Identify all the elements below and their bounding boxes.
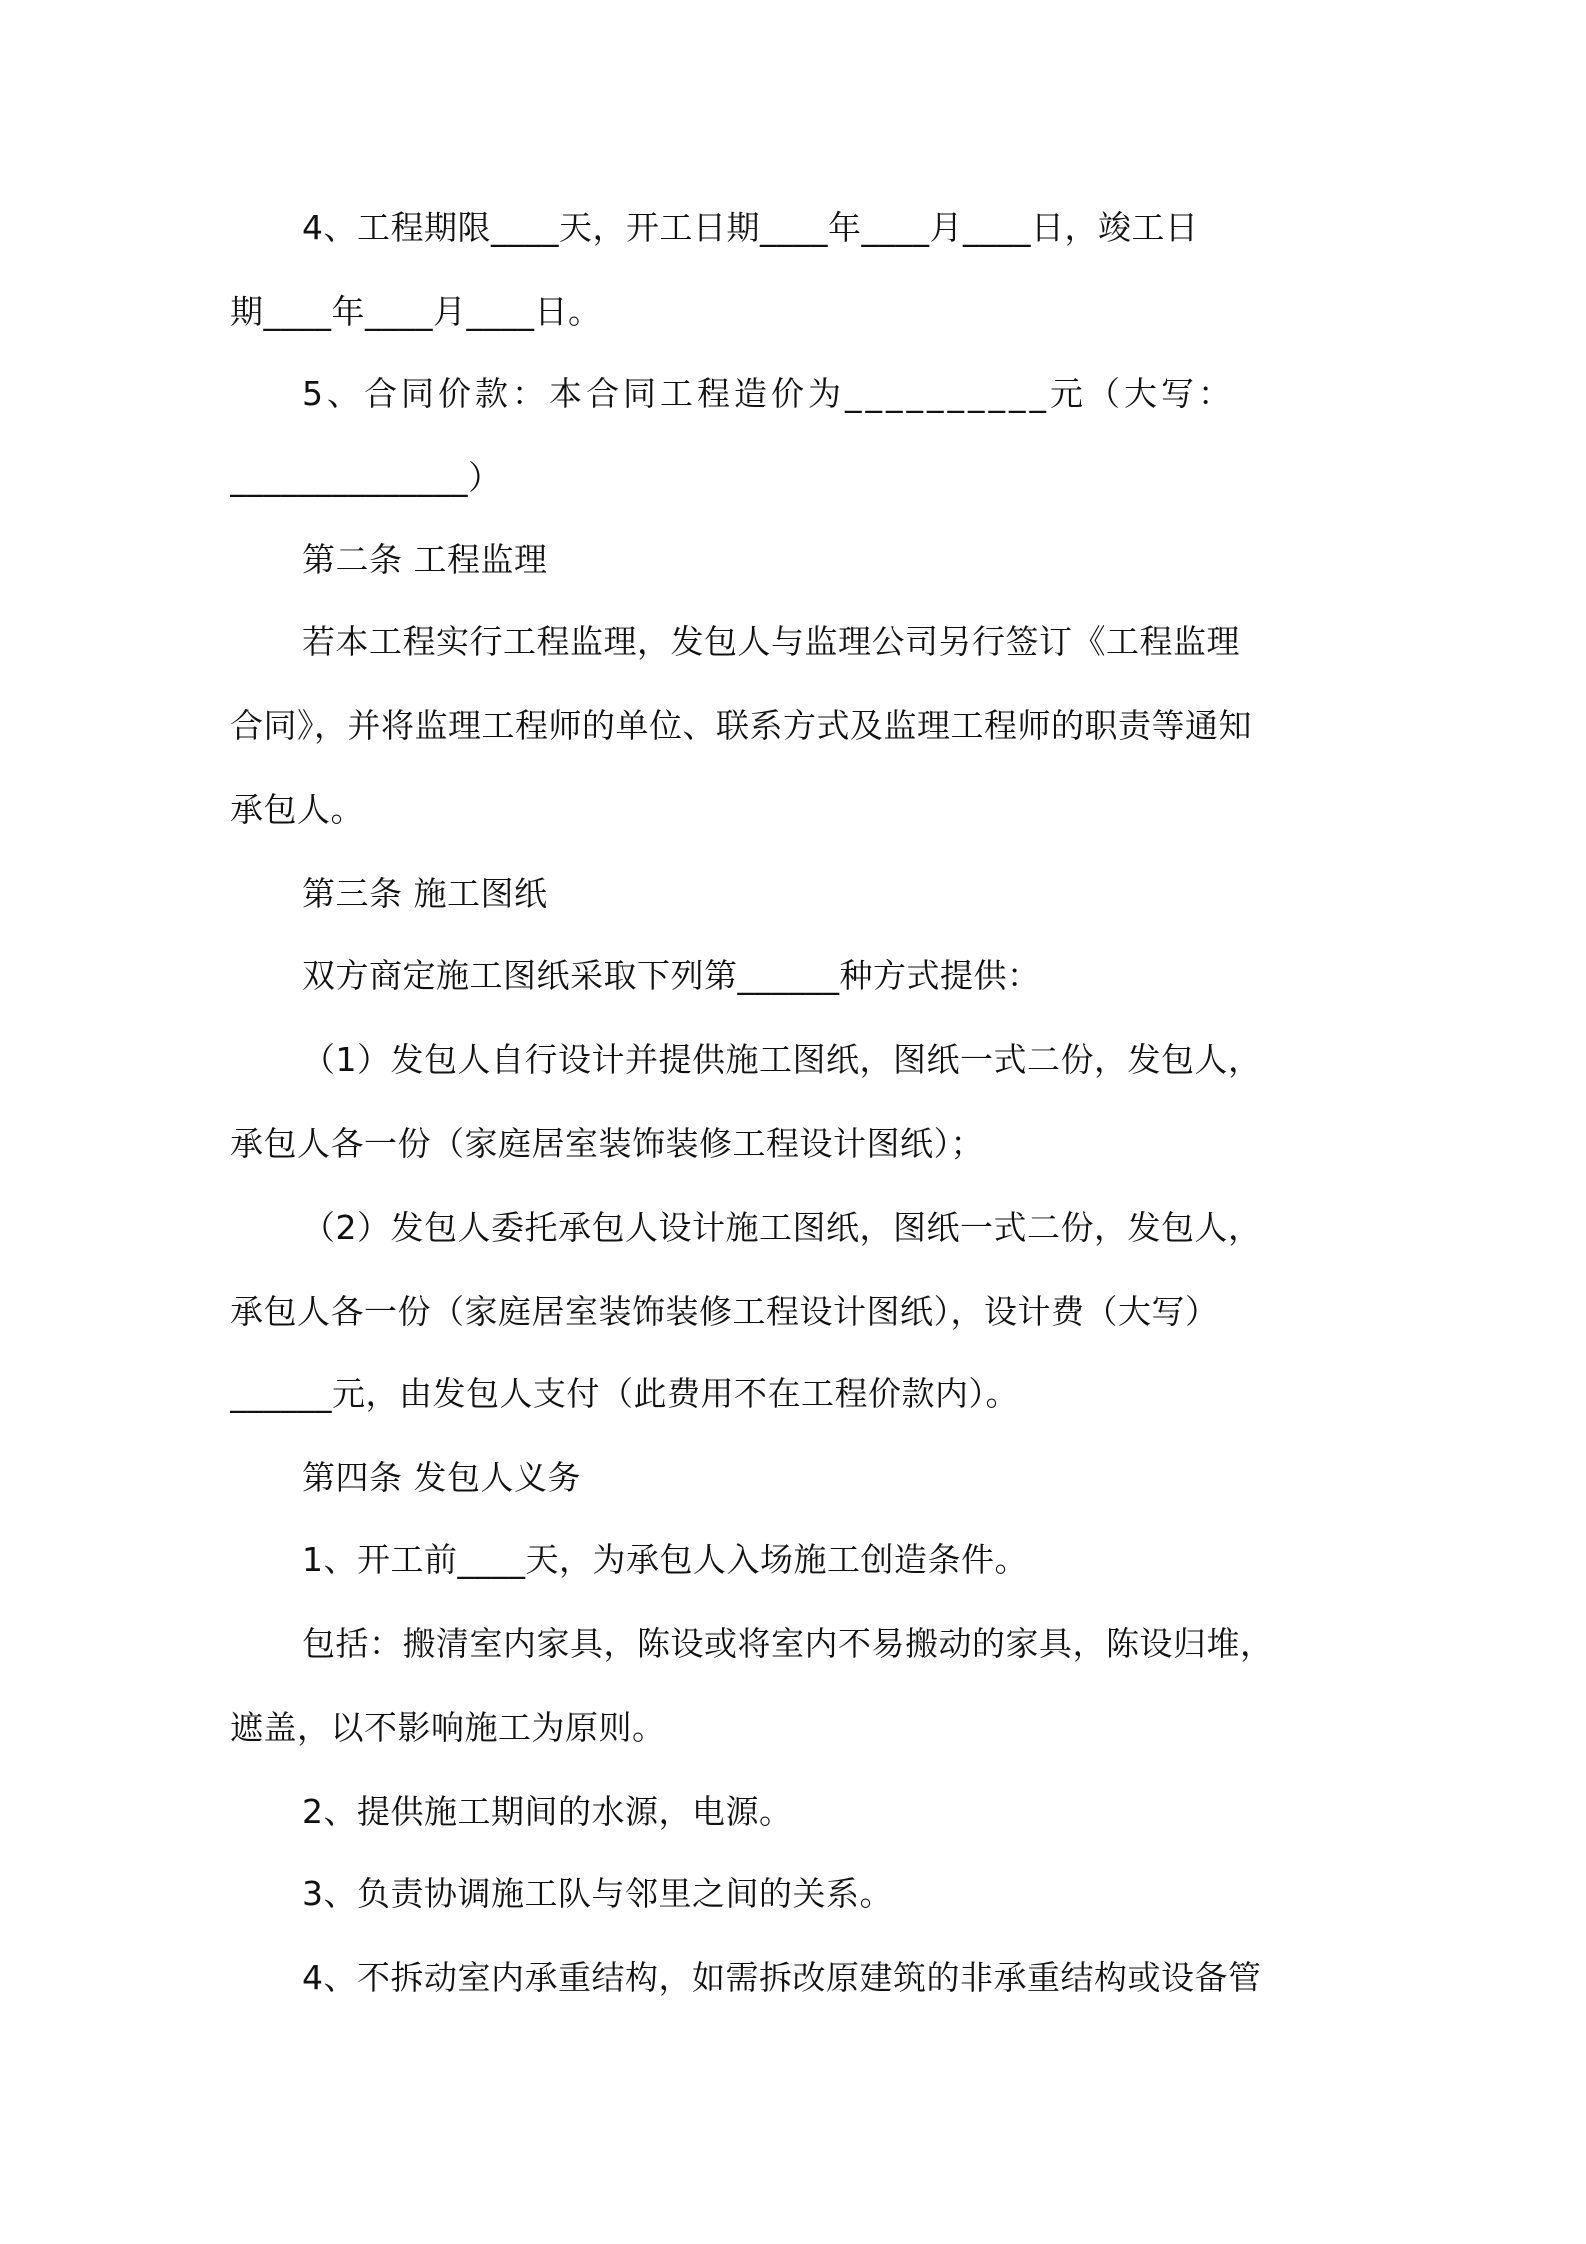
article-2-para: 若本工程实行工程监理，发包人与监理公司另行签订《工程监理 bbox=[302, 622, 1240, 661]
article-4-item-1: 1、开工前____天，为承包人入场施工创造条件。 bbox=[302, 1540, 1028, 1579]
clause-item-5-price-cont: ______________） bbox=[230, 458, 502, 497]
article-4-item-2: 2、提供施工期间的水源，电源。 bbox=[302, 1792, 793, 1831]
article-2-heading: 第二条 工程监理 bbox=[302, 540, 548, 579]
article-3-para: 双方商定施工图纸采取下列第______种方式提供： bbox=[302, 956, 1041, 995]
article-3-option-2-cont-2: ______元，由发包人支付（此费用不在工程价款内）。 bbox=[230, 1374, 1019, 1413]
clause-item-4-duration: 4、工程期限____天，开工日期____年____月____日，竣工日 bbox=[302, 208, 1199, 247]
article-2-para-cont-2: 承包人。 bbox=[230, 790, 364, 829]
article-3-option-1: （1）发包人自行设计并提供施工图纸，图纸一式二份，发包人， bbox=[302, 1040, 1262, 1079]
article-3-option-1-cont: 承包人各一份（家庭居室装饰装修工程设计图纸）； bbox=[230, 1124, 984, 1163]
article-3-option-2-cont-1: 承包人各一份（家庭居室装饰装修工程设计图纸），设计费（大写） bbox=[230, 1292, 1219, 1331]
article-3-option-2: （2）发包人委托承包人设计施工图纸，图纸一式二份，发包人， bbox=[302, 1208, 1262, 1247]
article-4-item-1-detail-cont: 遮盖，以不影响施工为原则。 bbox=[230, 1708, 666, 1747]
clause-item-4-duration-cont: 期____年____月____日。 bbox=[230, 292, 602, 331]
article-3-heading: 第三条 施工图纸 bbox=[302, 874, 548, 913]
article-4-item-3: 3、负责协调施工队与邻里之间的关系。 bbox=[302, 1874, 893, 1913]
article-4-item-1-detail: 包括：搬清室内家具，陈设或将室内不易搬动的家具，陈设归堆， bbox=[302, 1624, 1274, 1663]
article-2-para-cont-1: 合同》，并将监理工程师的单位、联系方式及监理工程师的职责等通知 bbox=[230, 706, 1252, 745]
clause-item-5-price: 5、合同价款：本合同工程造价为__________元（大写： bbox=[302, 374, 1235, 413]
article-4-heading: 第四条 发包人义务 bbox=[302, 1458, 581, 1497]
article-4-item-4: 4、不拆动室内承重结构，如需拆改原建筑的非承重结构或设备管 bbox=[302, 1958, 1262, 1997]
